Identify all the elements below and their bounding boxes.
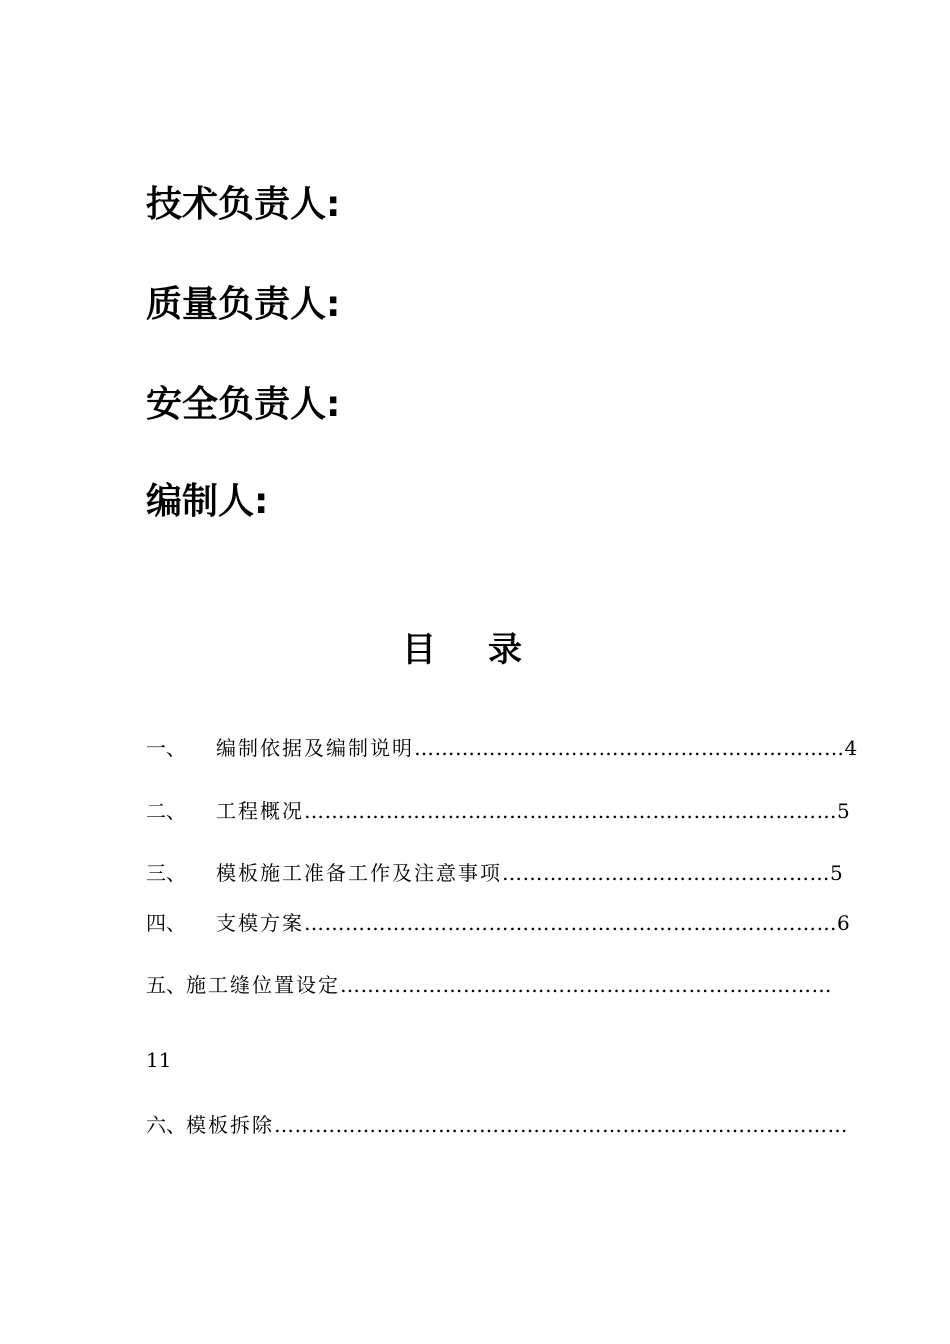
toc-entry-label: 模板施工准备工作及注意事项 — [216, 861, 502, 885]
safety-lead-label: 安全负责人: — [146, 384, 341, 425]
toc-entry-label: 模板拆除 — [186, 1113, 274, 1137]
toc-entry-label: 工程概况 — [216, 799, 304, 823]
toc-entry-number: 五、 — [146, 973, 186, 997]
toc-entry-5-page: 11 — [146, 1048, 172, 1072]
toc-entry-number: 一、 — [146, 736, 186, 760]
toc-entry-2[interactable] — [146, 797, 850, 825]
quality-lead-label: 质量负责人: — [146, 284, 341, 325]
toc-entry-label: 施工缝位置设定 — [186, 973, 340, 997]
toc-entry-leader: …………………………………………………………………… — [304, 799, 837, 823]
toc-entry-5[interactable] — [146, 971, 832, 999]
toc-entry-leader: ………………………………………… — [502, 861, 830, 885]
toc-entry-leader: ………………………………………………………………………… — [274, 1113, 848, 1137]
toc-entry-number: 三、 — [146, 861, 186, 885]
toc-entry-number: 四、 — [146, 911, 186, 935]
toc-entry-page: 5 — [837, 799, 850, 823]
toc-entry-number: 二、 — [146, 799, 186, 823]
technical-lead-label: 技术负责人: — [146, 184, 341, 225]
toc-entry-1[interactable] — [146, 734, 857, 762]
toc-entry-label: 编制依据及编制说明 — [216, 736, 414, 760]
toc-entry-6[interactable] — [146, 1111, 848, 1139]
toc-entry-leader: ……………………………………………………………… — [340, 973, 832, 997]
toc-entry-label: 支模方案 — [216, 911, 304, 935]
toc-title: 目录 — [402, 630, 574, 670]
toc-entry-3[interactable] — [146, 859, 843, 887]
toc-entry-leader: ……………………………………………………… — [414, 736, 845, 760]
toc-entry-page: 5 — [830, 861, 843, 885]
toc-entry-page: 4 — [844, 736, 858, 760]
compiler-label: 编制人: — [146, 481, 269, 522]
toc-entry-number: 六、 — [146, 1113, 186, 1137]
toc-entry-leader: …………………………………………………………………… — [304, 911, 837, 935]
toc-entry-page: 6 — [837, 911, 850, 935]
toc-entry-4[interactable] — [146, 909, 850, 937]
